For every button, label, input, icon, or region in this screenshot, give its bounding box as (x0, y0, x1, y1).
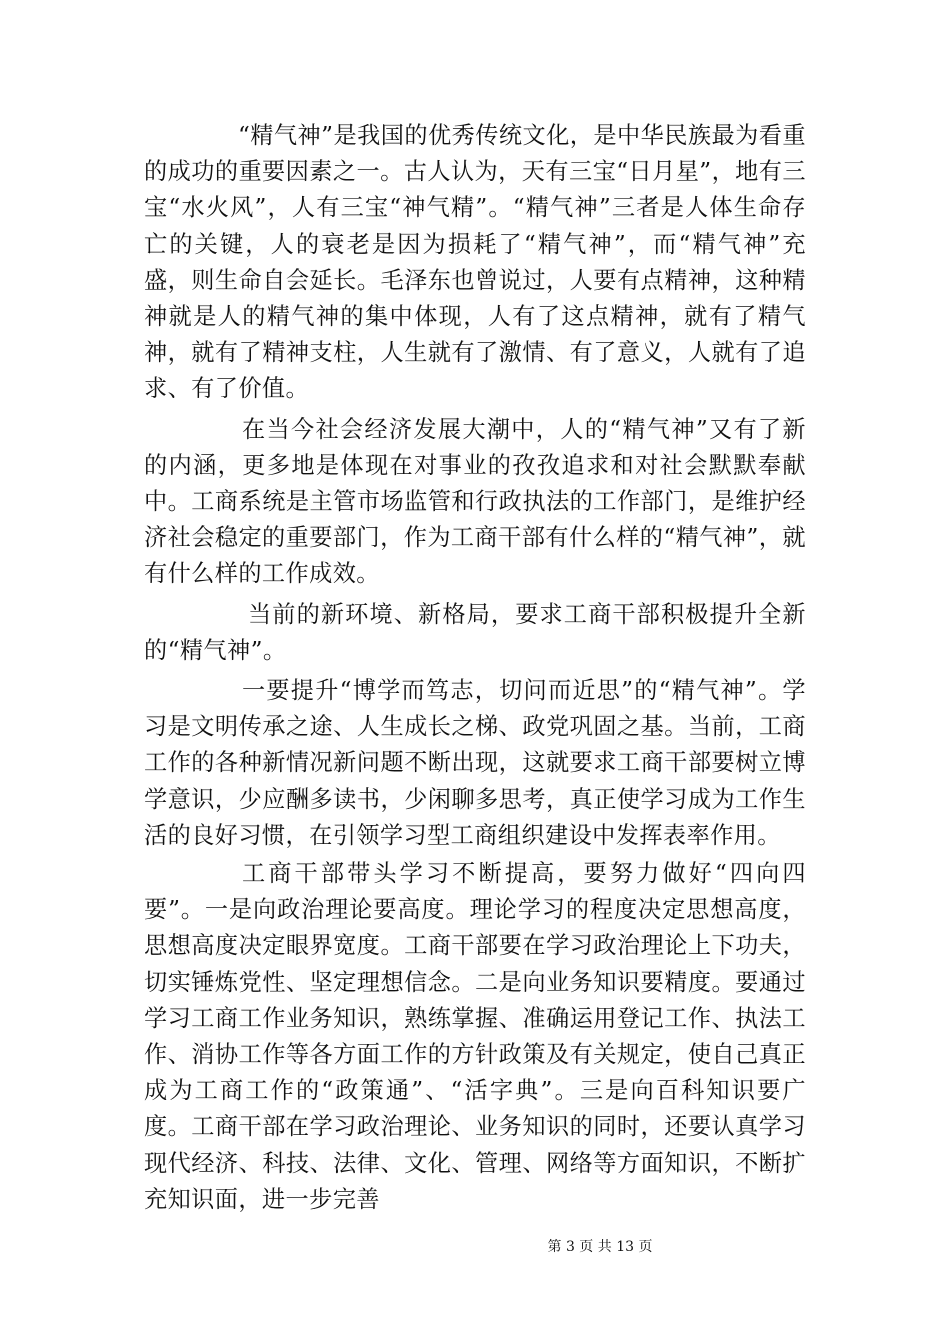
paragraph-3: 当前的新环境、新格局，要求工商干部积极提升全新的“精气神”。 (144, 600, 806, 664)
paragraph-4: 一要提升“博学而笃志，切问而近思”的“精气神”。学习是文明传承之途、人生成长之梯、政党巩固之基。当前，工商工作的各种新情况新问题不断出现，这就要求工商干部要树立博学意识，少应酬多读书，少闲聊多思考，真正使学习成为工作生活的良好习惯，在引领学习型工商组织建设中发挥表率作用。 (144, 677, 806, 849)
paragraph-5: 工商干部带头学习不断提高，要努力做好“四向四要”。一是向政治理论要高度。理论学习的程度决定思想高度，思想高度决定眼界宽度。工商干部要在学习政治理论上下功夫，切实锤炼党性、坚定理想信念。二是向业务知识要精度。要通过学习工商工作业务知识，熟练掌握、准确运用登记工作、执法工作、消协工作等各方面工作的方针政策及有关规定，使自己真正成为工商工作的“政策通”、“活字典”。三是向百科知识要广度。工商干部在学习政治理论、业务知识的同时，还要认真学习现代经济、科技、法律、文化、管理、网络等方面知识，不断扩充知识面，进一步完善 (144, 860, 806, 1213)
document-body (144, 118, 806, 1218)
paragraph-2: 在当今社会经济发展大潮中，人的“精气神”又有了新的内涵，更多地是体现在对事业的孜孜追求和对社会默默奉献中。工商系统是主管市场监管和行政执法的工作部门，是维护经济社会稳定的重要部门，作为工商干部有什么样的“精气神”，就有什么样的工作成效。 (144, 415, 806, 588)
paragraph-1: “精气神”是我国的优秀传统文化，是中华民族最为看重的成功的重要因素之一。古人认为，天有三宝“日月星”，地有三宝“水火风”，人有三宝“神气精”。“精气神”三者是人体生命存亡的关键，人的衰老是因为损耗了“精气神”，而“精气神”充盛，则生命自会延长。毛泽东也曾说过，人要有点精神，这种精神就是人的精气神的集中体现，人有了这点精神，就有了精气神，就有了精神支柱，人生就有了激情、有了意义，人就有了追求、有了价值。 (144, 122, 806, 403)
page-footer: 第 3 页 共 13 页 (547, 1239, 653, 1255)
